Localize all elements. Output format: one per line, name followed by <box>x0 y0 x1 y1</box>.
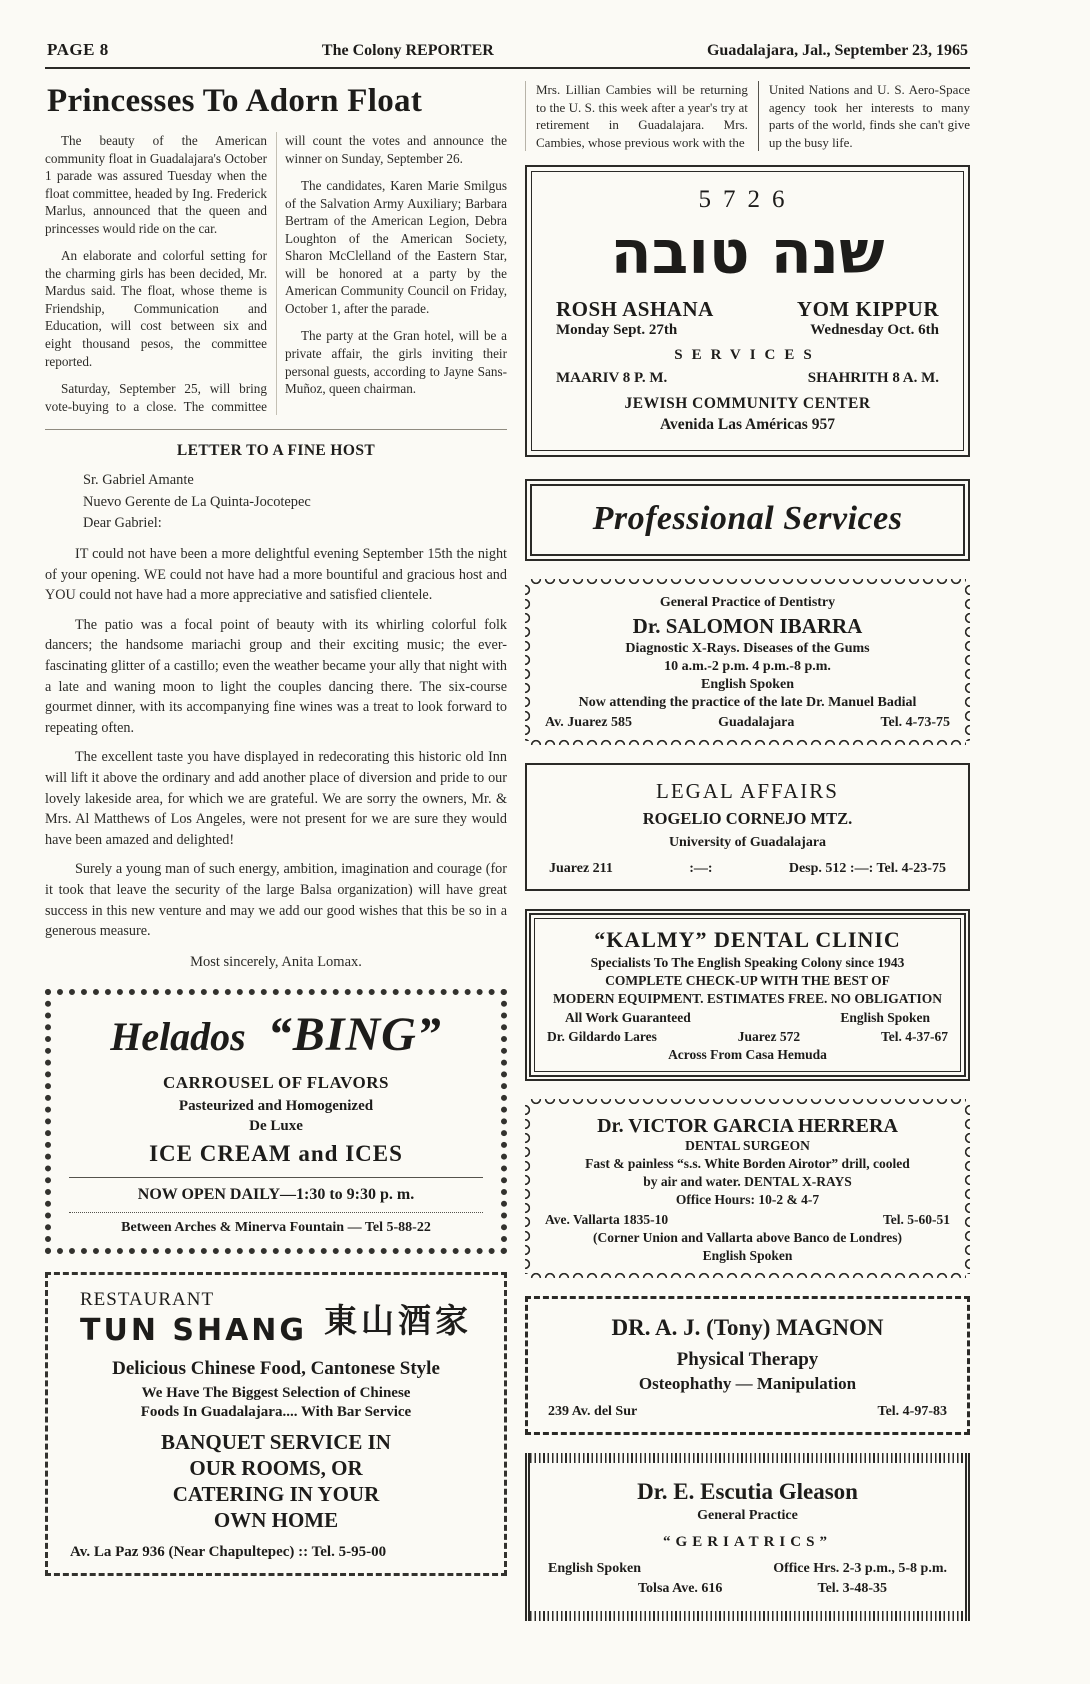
tunshang-tagline: Delicious Chinese Food, Cantonese Style <box>112 1357 440 1379</box>
bing-line: Pasteurized and Homogenized <box>178 1097 374 1114</box>
banquet-line: OUR ROOMS, OR <box>189 1455 363 1480</box>
ad-phone: Tel. 4-37-67 <box>880 1029 948 1045</box>
ad-tagline: General Practice of Dentistry <box>659 595 836 611</box>
letter-heading: LETTER TO A FINE HOST <box>176 442 376 460</box>
contact-row <box>543 861 952 877</box>
wavy-border-right <box>962 1103 970 1274</box>
ad-phone: Tel. 5-60-51 <box>883 1212 950 1228</box>
contact-row <box>548 1404 947 1420</box>
wavy-border-top <box>529 1099 966 1107</box>
letter-paragraph: IT could not have been a more delightful evening September 15th the night of your opening. WE could not have had a more bountiful and gracious host and YOU could not have had a more appreciative and satisfied clientele. <box>45 546 507 604</box>
ad-address: Juarez 211 <box>549 861 613 877</box>
wavy-border-bottom <box>529 737 966 745</box>
banquet-line: OWN HOME <box>213 1508 339 1533</box>
article-paragraph: The party at the Gran hotel, will be a private affair, the girls inviting their personal guests, according to Jayne Sans-Muñoz, queen chairman. <box>285 328 507 397</box>
ad-phone: Desp. 512 :—: Tel. 4-23-75 <box>788 861 946 877</box>
rosh-hashana-date: Monday Sept. 27th <box>556 322 678 339</box>
bing-hours: NOW OPEN DAILY—1:30 to 9:30 p. m. <box>69 1177 483 1204</box>
section-title: Professional Services <box>592 500 903 538</box>
article-paragraph: United Nations and U. S. Aero-Space agency took her interests to many parts of the world, finds she can't give up the busy life. <box>758 81 970 151</box>
lawyer-name: ROGELIO CORNEJO MTZ. <box>642 809 853 829</box>
bing-tagline: CARROUSEL OF FLAVORS <box>163 1072 389 1092</box>
wavy-border-right <box>962 583 970 741</box>
letter-paragraph: The excellent taste you have displayed in redecorating this historic old Inn will lift it above the ordinary and add another place of diversion and pride to our lovely lakeside area, for which we are grateful. We are sorry the owners, Mr. & Mrs. Al Matthews of Los Angeles, were not present for we are sure they would have been amazed and delighted! <box>45 749 507 848</box>
doctor-title: DENTAL SURGEON <box>685 1138 810 1154</box>
page-number: PAGE 8 <box>47 40 109 59</box>
ad-line: Diagnostic X-Rays. Diseases of the Gums <box>625 641 870 657</box>
doctor-name: Dr. VICTOR GARCIA HERRERA <box>597 1115 898 1138</box>
kalmy-ad-box <box>534 918 961 1072</box>
right-column <box>525 81 970 1621</box>
ad-helados-bing <box>45 989 507 1254</box>
ad-legal-affairs <box>525 763 970 891</box>
english-spoken: English Spoken <box>840 1010 930 1026</box>
organization-address: Avenida Las Américas 957 <box>660 416 835 434</box>
ad-address: 239 Av. del Sur <box>548 1404 638 1420</box>
ad-city: Guadalajara <box>718 715 795 731</box>
ad-line: Fast & painless “s.s. White Borden Airotor” drill, cooled <box>585 1156 910 1172</box>
ad-phone: Tel. 3-48-35 <box>817 1581 887 1597</box>
ad-line: Specialists To The English Speaking Colony since 1943 <box>590 955 905 971</box>
article-letter-to-host <box>45 429 507 971</box>
restaurant-name: TUN SHANG <box>80 1312 308 1348</box>
article-cambies <box>525 81 970 151</box>
yom-kippur-date: Wednesday Oct. 6th <box>810 322 939 339</box>
ad-line: by air and water. DENTAL X-RAYS <box>643 1174 852 1190</box>
tunshang-ad-box <box>45 1272 507 1576</box>
dateline: Guadalajara, Jal., September 23, 1965 <box>706 42 968 59</box>
contact-row <box>547 1029 948 1045</box>
letter-paragraph: Surely a young man of such energy, ambition, imagination and courage (for it took that leave the security of the large Balsa organization) will have great success in this new venture and may we add our good wishes that this be so in a generous measure. <box>45 861 507 940</box>
ad-address: Av. Juarez 585 <box>545 715 632 731</box>
doctor-name: Dr. Gildardo Lares <box>547 1029 657 1045</box>
article-body <box>45 132 507 415</box>
letter-recipient <box>83 470 507 535</box>
article-paragraph: Mrs. Lillian Cambies will be returning to the U. S. this week after a year's try at retirement in Guadalajara. Mrs. Cambies, whose previous work with the <box>536 82 748 150</box>
page-content <box>45 81 970 1621</box>
ad-line: General Practice <box>697 1508 798 1524</box>
english-spoken: English Spoken <box>548 1561 641 1577</box>
specialty: “GERIATRICS” <box>663 1534 832 1551</box>
article-paragraph: An elaborate and colorful setting for the charming girls has been decided, Mr. Mardus said. The float, whose theme is Friendship, Communication and Education, will cost between six and eight thousand pesos, the committee reported. <box>45 248 267 369</box>
restaurant-chinese-name: 東山酒家 <box>324 1300 472 1340</box>
tunshang-line: Foods In Guadalajara.... With Bar Service <box>140 1403 412 1420</box>
holiday-names-row <box>552 297 943 322</box>
ad-phone: Tel. 4-97-83 <box>877 1404 947 1420</box>
ad-address: Juarez 572 <box>737 1029 801 1045</box>
wavy-border-left <box>525 583 533 741</box>
article-headline: Princesses To Adorn Float <box>47 83 423 119</box>
hours-row <box>548 1561 947 1577</box>
ad-line: COMPLETE CHECK-UP WITH THE BEST OF <box>605 973 890 989</box>
ad-dr-herrera <box>525 1099 970 1278</box>
recipient-line: Dear Gabriel: <box>83 515 162 532</box>
ad-location: Across From Casa Hemuda <box>668 1047 827 1063</box>
doctor-name: DR. A. J. (Tony) MAGNON <box>611 1315 884 1341</box>
ad-dr-magnon <box>525 1296 970 1435</box>
ad-line: Physical Therapy <box>676 1349 819 1371</box>
letter-signoff: Most sincerely, Anita Lomax. <box>190 953 362 970</box>
tunshang-line: We Have The Biggest Selection of Chinese <box>141 1384 411 1401</box>
ad-line: MODERN EQUIPMENT. ESTIMATES FREE. NO OBLIGATION <box>553 991 942 1007</box>
services-label: SERVICES <box>674 347 821 364</box>
bing-ad-box <box>45 989 507 1254</box>
tunshang-header <box>66 1289 486 1348</box>
ad-phone: Tel. 4-73-75 <box>880 715 950 731</box>
ad-jewish-community-center <box>525 165 970 457</box>
hebrew-year: 5726 <box>698 186 797 214</box>
maariv-time: MAARIV 8 P. M. <box>556 370 668 387</box>
organization-name: JEWISH COMMUNITY CENTER <box>624 395 871 413</box>
ad-note: Now attending the practice of the late Dr. Manuel Badial <box>578 695 917 711</box>
article-paragraph: Saturday, September 25, will bring vote-buying to a close. The committee will count the votes and announce the winner on Sunday, September 26. <box>45 133 507 414</box>
bing-line: De Luxe <box>249 1117 303 1134</box>
english-spoken: English Spoken <box>701 677 794 693</box>
left-column <box>45 81 507 1621</box>
banquet-line: CATERING IN YOUR <box>172 1482 380 1507</box>
letter-paragraph: The patio was a focal point of beauty with its whirling colorful folk dancers; the handsome mariachi group and their exciting music; the ever-fascinating glitter of a castillo; even the weather became your ally that night with a late and waning moon to light the couples dancing there. The six-course gourmet dinner, with its accompanying fine wines was a treat to look forward to repeating often. <box>45 616 507 736</box>
hebrew-greeting: שנה טובה <box>610 218 885 289</box>
bing-brand-word: Helados <box>110 1013 246 1059</box>
ad-title: LEGAL AFFAIRS <box>656 779 839 804</box>
bing-location: Between Arches & Minerva Fountain — Tel 5-88-22 <box>69 1212 483 1236</box>
bing-products: ICE CREAM and ICES <box>149 1140 403 1166</box>
guarantee: All Work Guaranteed <box>565 1010 691 1026</box>
guarantee-row <box>547 1010 948 1026</box>
banquet-line: BANQUET SERVICE IN <box>161 1429 391 1454</box>
doctor-name: Dr. SALOMON IBARRA <box>632 614 863 639</box>
professional-services-box <box>530 484 965 556</box>
jewish-ad-box <box>531 171 964 451</box>
office-hours: Office Hrs. 2-3 p.m., 5-8 p.m. <box>773 1561 947 1577</box>
ad-line: Osteophathy — Manipulation <box>638 1374 857 1394</box>
ad-location: (Corner Union and Vallarta above Banco de Londres) <box>593 1230 902 1246</box>
newspaper-page <box>45 0 970 1621</box>
ad-dr-gleason <box>525 1453 970 1621</box>
office-hours: Office Hours: 10-2 & 4-7 <box>675 1192 820 1208</box>
holiday-dates-row <box>552 322 943 339</box>
shahrith-time: SHAHRITH 8 A. M. <box>807 370 939 387</box>
yom-kippur-label: YOM KIPPUR <box>796 297 939 322</box>
professional-services-header <box>525 479 970 561</box>
office-hours: 10 a.m.-2 p.m. 4 p.m.-8 p.m. <box>664 659 831 675</box>
paper-title: The Colony REPORTER <box>321 42 494 59</box>
contact-row <box>545 715 950 731</box>
separator: :—: <box>689 861 713 877</box>
ad-address: Tolsa Ave. 616 <box>638 1581 723 1597</box>
ad-title: “KALMY” DENTAL CLINIC <box>594 927 901 953</box>
ad-dr-ibarra <box>525 579 970 745</box>
article-princesses <box>45 83 507 415</box>
tunshang-name-block <box>80 1289 307 1348</box>
ad-tun-shang <box>45 1272 507 1576</box>
bing-brand <box>69 1007 483 1061</box>
recipient-line: Nuevo Gerente de La Quinta-Jocotepec <box>83 493 311 510</box>
english-spoken: English Spoken <box>702 1248 793 1264</box>
wavy-border-left <box>525 1103 533 1274</box>
tunshang-banquet <box>66 1429 486 1534</box>
article-paragraph: The candidates, Karen Marie Smilgus of the Salvation Army Auxiliary; Barbara Bertram of the American Legion, Debra Loughton of the American Society, Sharon McClelland of the Eastern Star, will be honored at a party by the American Community Council on Friday, October 1, after the parade. <box>285 178 507 316</box>
restaurant-label: RESTAURANT <box>80 1288 215 1310</box>
contact-row <box>545 1212 950 1228</box>
contact-row <box>548 1581 947 1597</box>
service-times-row <box>552 370 943 387</box>
ad-kalmy-dental <box>525 909 970 1081</box>
recipient-line: Sr. Gabriel Amante <box>83 472 194 489</box>
masthead <box>45 40 970 69</box>
rosh-hashana-label: ROSH ASHANA <box>556 297 714 322</box>
wavy-border-bottom <box>529 1270 966 1278</box>
doctor-name: Dr. E. Escutia Gleason <box>637 1479 858 1505</box>
wavy-border-top <box>529 579 966 587</box>
ad-address: Ave. Vallarta 1835-10 <box>545 1212 669 1228</box>
ad-line: University of Guadalajara <box>668 835 827 851</box>
bing-brand-name: “BING” <box>267 1007 442 1061</box>
tunshang-contact: Av. La Paz 936 (Near Chapultepec) :: Tel. 5-95-00 <box>70 1543 387 1560</box>
article-paragraph: The beauty of the American community float in Guadalajara's October 1 parade was assured Tuesday when the float committee, headed by Ing. Frederick Marlus, announced that the queen and princesses would ride on the car. <box>45 133 267 236</box>
